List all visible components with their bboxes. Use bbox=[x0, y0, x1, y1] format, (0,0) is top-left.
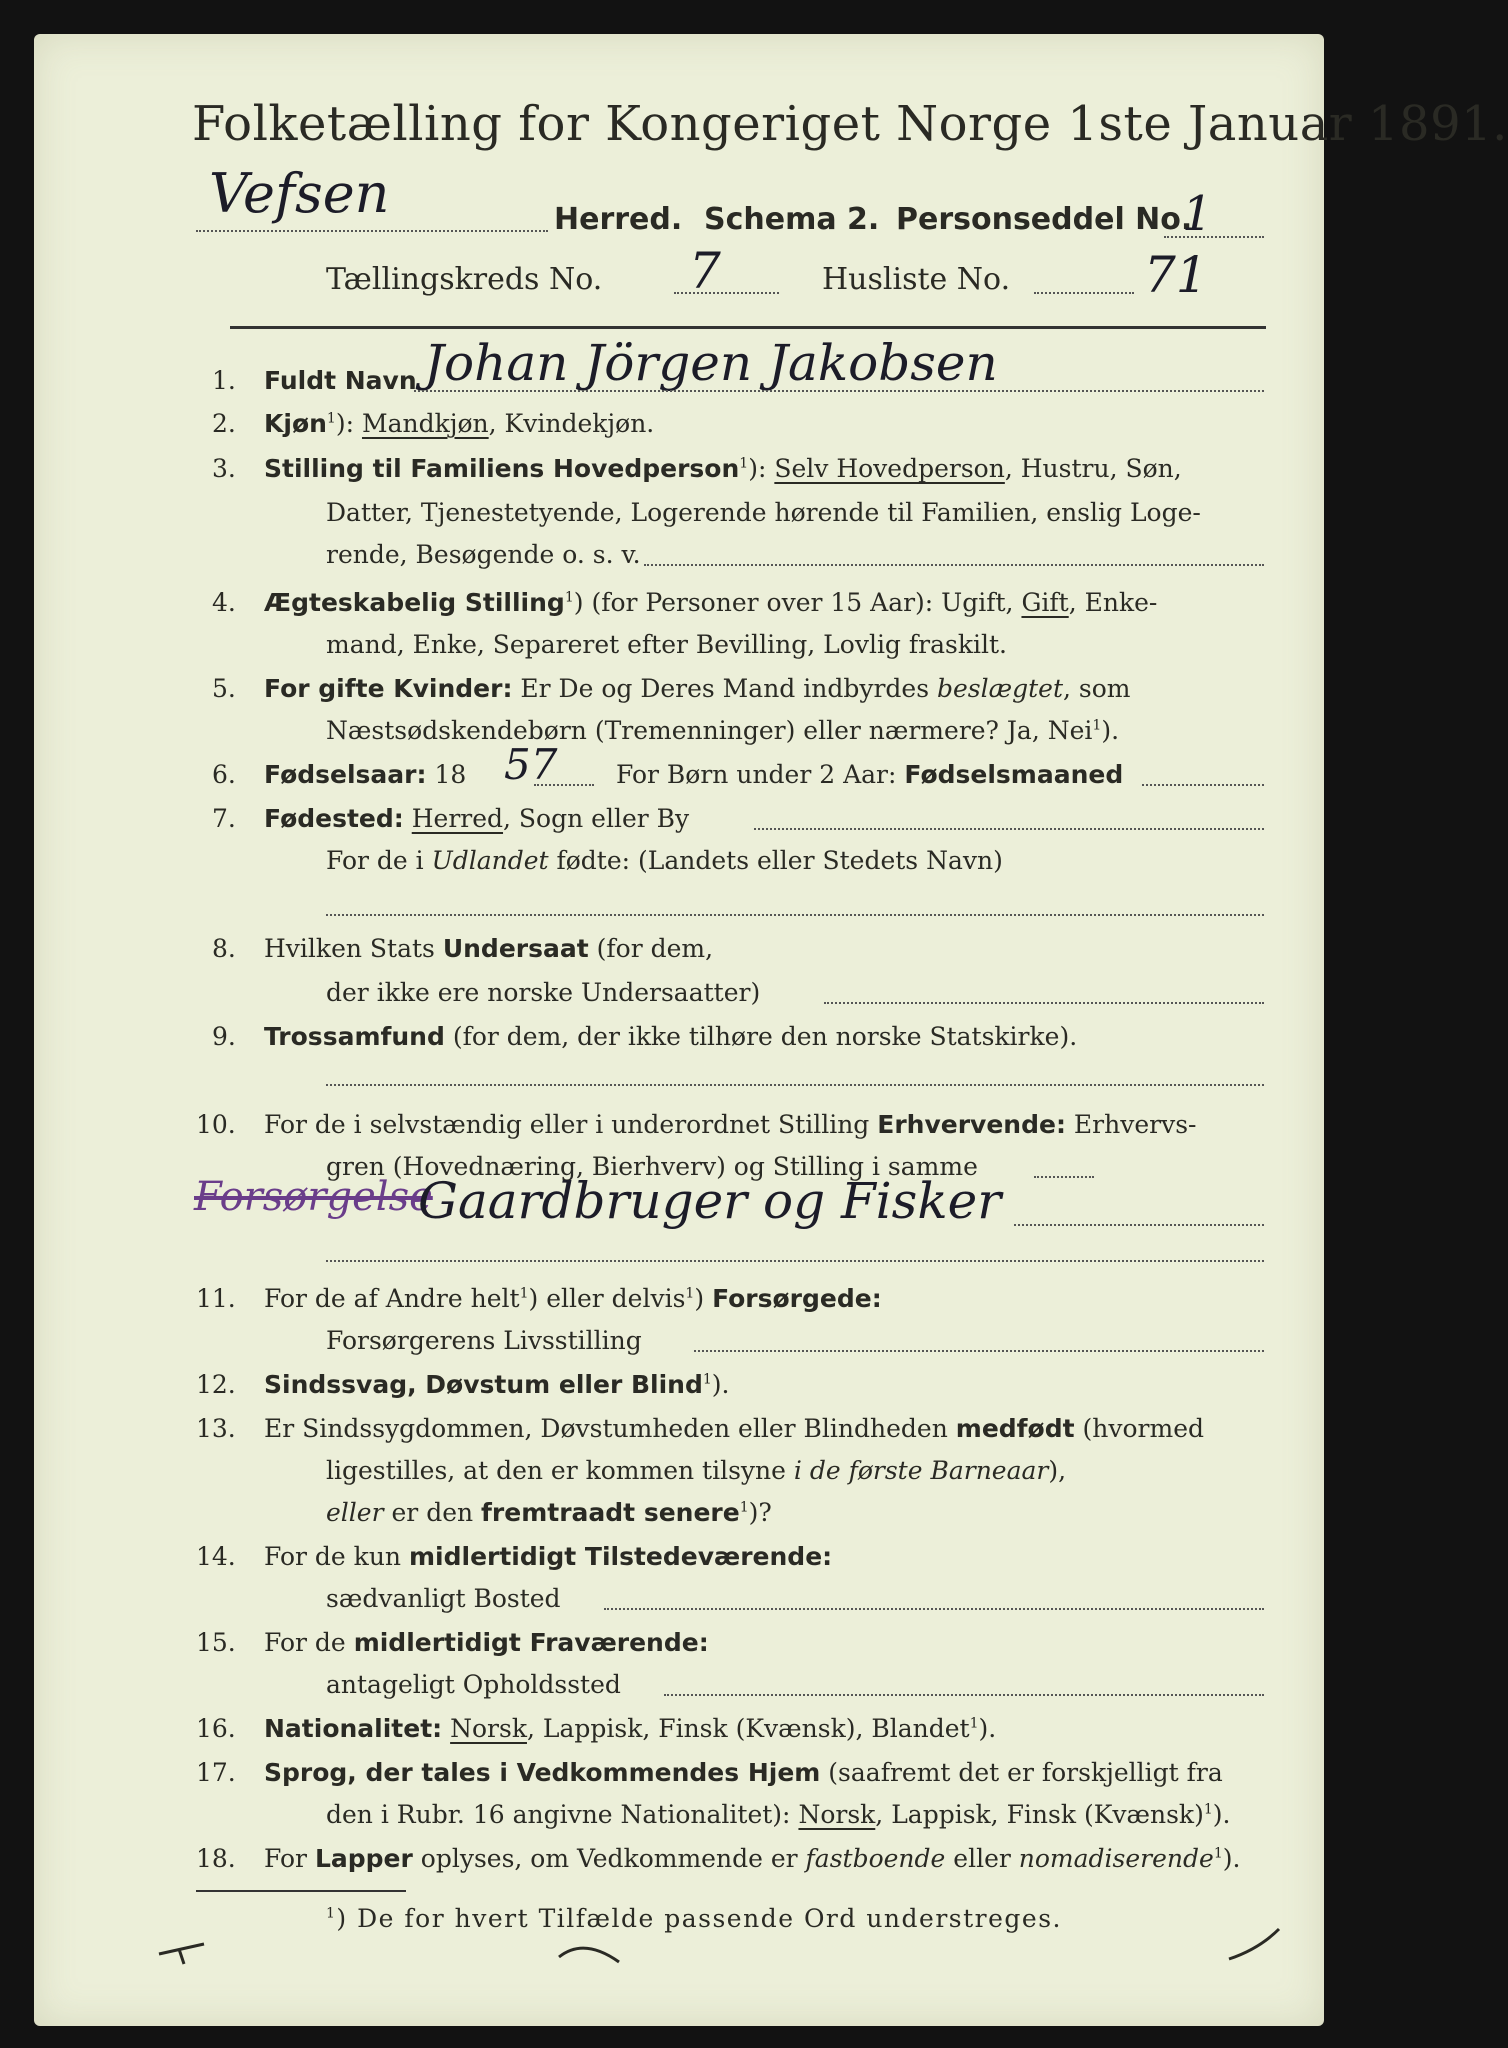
item-6-line bbox=[264, 760, 466, 789]
item-3-dotline bbox=[644, 564, 1264, 566]
item-5-l1b: , som bbox=[1063, 674, 1131, 703]
item-10-l1a: For de i selvstændig eller i underordnet Stilling bbox=[264, 1110, 870, 1139]
item-5-sup: 1 bbox=[1092, 717, 1102, 734]
item-4-l1b: , Enke- bbox=[1068, 588, 1158, 617]
item-15-line-1 bbox=[264, 1628, 709, 1657]
item-6-label: Fødselsaar: bbox=[264, 760, 427, 789]
kreds-number: 7 bbox=[689, 242, 721, 300]
item-18-l1c: eller bbox=[953, 1844, 1011, 1873]
pen-mark-left bbox=[154, 1934, 214, 1974]
item-5-label: For gifte Kvinder: bbox=[264, 674, 513, 703]
item-1-name-value: Johan Jörgen Jakobsen bbox=[424, 334, 998, 392]
item-7-line-1 bbox=[264, 804, 689, 833]
item-18-sup: 1 bbox=[1213, 1845, 1223, 1862]
item-17-number: 17. bbox=[196, 1758, 236, 1787]
item-6-mid: For Børn under 2 Aar: bbox=[616, 760, 897, 789]
item-14-l1a: For de kun bbox=[264, 1542, 402, 1571]
item-18-number: 18. bbox=[196, 1844, 236, 1873]
item-3-line-1 bbox=[264, 454, 1182, 483]
item-15-dotline bbox=[664, 1694, 1264, 1696]
item-18-l1b: oplyses, om Vedkommende er bbox=[420, 1844, 798, 1873]
item-11-label: Forsørgede: bbox=[712, 1284, 882, 1313]
herred-dotline bbox=[196, 230, 548, 232]
item-13-l2a: ligestilles, at den er kommen tilsyne bbox=[326, 1456, 786, 1485]
item-13-label: medfødt bbox=[955, 1414, 1075, 1443]
item-11-line-1 bbox=[264, 1284, 882, 1313]
personseddel-label: Personseddel No. bbox=[896, 202, 1193, 237]
item-18-italic-2: nomadiserende bbox=[1018, 1844, 1214, 1873]
herred-handwritten: Vefsen bbox=[209, 162, 390, 225]
footnote bbox=[326, 1904, 1062, 1933]
item-17-l2b: , Lappisk, Finsk (Kvænsk) bbox=[875, 1800, 1204, 1829]
item-18-line bbox=[264, 1844, 1240, 1873]
item-10-occupation-prefix: Forsørgelse bbox=[194, 1174, 433, 1220]
item-2-rest: , Kvindekjøn. bbox=[488, 409, 655, 438]
item-14-label: midlertidigt Tilstedeværende: bbox=[408, 1542, 833, 1571]
item-6-dotline-month bbox=[1142, 784, 1264, 786]
item-17-label: Sprog, der tales i Vedkommendes Hjem bbox=[264, 1758, 821, 1787]
kreds-label: Tællingskreds No. bbox=[326, 262, 603, 297]
item-7-l2b: fødte: (Landets eller Stedets Navn) bbox=[556, 846, 1003, 875]
item-17-line-1 bbox=[264, 1758, 1223, 1787]
item-13-sup: 1 bbox=[739, 1499, 749, 1516]
item-1-number: 1. bbox=[212, 366, 236, 395]
item-13-l3-bold: fremtraadt senere bbox=[481, 1498, 740, 1527]
item-4-option-gift: Gift bbox=[1021, 588, 1069, 617]
item-3-sup: 1 bbox=[739, 455, 749, 472]
census-form-page bbox=[34, 34, 1508, 2026]
item-13-line-3 bbox=[326, 1498, 772, 1527]
item-17-sup: 1 bbox=[1203, 1801, 1213, 1818]
item-5-line-1 bbox=[264, 674, 1131, 703]
item-15-line-2: antageligt Opholdssted bbox=[326, 1670, 621, 1699]
item-10-l1b: Erhvervs- bbox=[1073, 1110, 1197, 1139]
item-7-dotline-1 bbox=[754, 828, 1264, 830]
item-8-number: 8. bbox=[212, 934, 236, 963]
item-5-l1a: Er De og Deres Mand indbyrdes bbox=[520, 674, 930, 703]
item-9-line bbox=[264, 1022, 1077, 1051]
item-1-dotline bbox=[414, 390, 1264, 392]
item-16-line bbox=[264, 1714, 996, 1743]
item-10-number: 10. bbox=[196, 1110, 236, 1139]
item-8-line-1 bbox=[264, 934, 713, 963]
item-8-line-2: der ikke ere norske Undersaatter) bbox=[326, 978, 761, 1007]
item-4-label: Ægteskabelig Stilling bbox=[264, 588, 565, 617]
item-16-rest: , Lappisk, Finsk (Kvænsk), Blandet bbox=[526, 1714, 970, 1743]
item-13-l1b: (hvormed bbox=[1082, 1414, 1205, 1443]
item-5-l2: Næstsødskendebørn (Tremenninger) eller nærmere? Ja, Nei bbox=[326, 716, 1093, 745]
item-17-end: ). bbox=[1212, 1800, 1231, 1829]
item-13-l2-italic: i de første Barneaar bbox=[793, 1456, 1049, 1485]
item-13-l3a: er den bbox=[391, 1498, 474, 1527]
item-3-line-3: rende, Besøgende o. s. v. bbox=[326, 540, 641, 569]
item-15-label: midlertidigt Fraværende: bbox=[353, 1628, 709, 1657]
item-13-l3-italic: eller bbox=[326, 1498, 384, 1527]
item-18-label: Lapper bbox=[314, 1844, 413, 1873]
item-4-line-1 bbox=[264, 588, 1157, 617]
item-18-end: ). bbox=[1222, 1844, 1241, 1873]
item-13-l2b: ), bbox=[1048, 1456, 1067, 1485]
pen-mark-right bbox=[1224, 1924, 1284, 1964]
item-16-label: Nationalitet: bbox=[264, 1714, 443, 1743]
item-12-label: Sindssvag, Døvstum eller Blind bbox=[264, 1370, 703, 1399]
item-1-label: Fuldt Navn bbox=[264, 366, 417, 395]
item-2-number: 2. bbox=[212, 409, 236, 438]
item-16-option-norsk: Norsk bbox=[450, 1714, 527, 1743]
item-17-option-norsk: Norsk bbox=[798, 1800, 876, 1829]
item-6-dotline-year bbox=[534, 784, 594, 786]
footnote-rule bbox=[196, 1890, 406, 1892]
item-9-dotline bbox=[326, 1084, 1264, 1086]
item-3-label: Stilling til Familiens Hovedperson bbox=[264, 454, 740, 483]
item-6-year-value: 57 bbox=[504, 740, 558, 789]
form-title: Folketælling for Kongeriget Norge 1ste Januar 1891. bbox=[192, 96, 1508, 152]
item-7-dotline-2 bbox=[326, 914, 1264, 916]
item-11-dotline bbox=[694, 1350, 1264, 1352]
item-7-label: Fødested: bbox=[264, 804, 404, 833]
item-17-l1: (saafremt det er forskjelligt fra bbox=[828, 1758, 1223, 1787]
item-13-line-2 bbox=[326, 1456, 1066, 1485]
item-3-number: 3. bbox=[212, 454, 236, 483]
pen-mark-center bbox=[554, 1932, 624, 1972]
item-15-number: 15. bbox=[196, 1628, 236, 1657]
item-15-l1a: For de bbox=[264, 1628, 346, 1657]
item-9-rest: (for dem, der ikke tilhøre den norske Statskirke). bbox=[452, 1022, 1078, 1051]
item-5-l1-italic: beslægtet bbox=[937, 674, 1064, 703]
item-12-line bbox=[264, 1370, 730, 1399]
item-7-l2-italic: Udlandet bbox=[431, 846, 549, 875]
item-5-l2end: ). bbox=[1101, 716, 1120, 745]
item-8-label: Undersaat bbox=[442, 934, 589, 963]
item-4-line-2: mand, Enke, Separeret efter Bevilling, Lovlig fraskilt. bbox=[326, 630, 1007, 659]
husliste-number: 71 bbox=[1144, 246, 1208, 304]
item-7-rest: , Sogn eller By bbox=[503, 804, 690, 833]
item-10-line-2: gren (Hovednæring, Bierhverv) og Stilling i samme bbox=[326, 1152, 978, 1181]
item-2-colon: ): bbox=[335, 409, 355, 438]
kreds-dotline bbox=[674, 292, 779, 294]
item-12-end: ). bbox=[711, 1370, 730, 1399]
item-2-sup: 1 bbox=[326, 410, 336, 427]
item-6-prefix: 18 bbox=[434, 760, 467, 789]
item-12-sup: 1 bbox=[702, 1371, 712, 1388]
footnote-text: ) De for hvert Tilfælde passende Ord understreges. bbox=[336, 1904, 1062, 1933]
footnote-sup: 1 bbox=[326, 1905, 337, 1922]
item-10-dotline-3 bbox=[1014, 1224, 1264, 1226]
item-11-sup-1: 1 bbox=[519, 1285, 529, 1302]
item-14-line-2: sædvanligt Bosted bbox=[326, 1584, 561, 1613]
header-rule bbox=[230, 326, 1266, 329]
item-11-l1a: For de af Andre helt bbox=[264, 1284, 520, 1313]
personseddel-dotline bbox=[1164, 236, 1264, 238]
item-4-number: 4. bbox=[212, 588, 236, 617]
item-18-italic-1: fastboende bbox=[805, 1844, 946, 1873]
item-4-l1a: ) (for Personer over 15 Aar): Ugift, bbox=[573, 588, 1014, 617]
item-17-l2a: den i Rubr. 16 angivne Nationalitet): bbox=[326, 1800, 791, 1829]
item-16-number: 16. bbox=[196, 1714, 236, 1743]
item-7-number: 7. bbox=[212, 804, 236, 833]
husliste-label: Husliste No. bbox=[822, 262, 1011, 297]
item-13-line-1 bbox=[264, 1414, 1204, 1443]
item-10-occupation-value: Gaardbruger og Fisker bbox=[418, 1172, 1002, 1230]
item-5-line-2 bbox=[326, 716, 1119, 745]
item-6-label-2: Fødselsmaaned bbox=[904, 760, 1124, 789]
item-11-sup-2: 1 bbox=[685, 1285, 695, 1302]
item-6-number: 6. bbox=[212, 760, 236, 789]
schema-label: Schema 2. bbox=[704, 202, 880, 237]
husliste-dotline bbox=[1034, 292, 1134, 294]
item-14-line-1 bbox=[264, 1542, 832, 1571]
item-8-l1b: (for dem, bbox=[596, 934, 714, 963]
item-4-sup: 1 bbox=[564, 589, 574, 606]
herred-label: Herred. bbox=[554, 202, 683, 237]
item-3-option-selv: Selv Hovedperson bbox=[774, 454, 1005, 483]
personseddel-number: 1 bbox=[1182, 186, 1213, 242]
item-3-line-2: Datter, Tjenestetyende, Logerende hørende til Familien, enslig Loge- bbox=[326, 498, 1201, 527]
item-10-label: Erhvervende: bbox=[877, 1110, 1066, 1139]
item-2-line bbox=[264, 409, 654, 438]
item-9-number: 9. bbox=[212, 1022, 236, 1051]
item-16-sup: 1 bbox=[969, 1715, 979, 1732]
item-8-dotline bbox=[824, 1002, 1264, 1004]
item-5-number: 5. bbox=[212, 674, 236, 703]
item-7-l2a: For de i bbox=[326, 846, 424, 875]
item-3-colon: ): bbox=[748, 454, 767, 483]
item-7-line-2 bbox=[326, 846, 1003, 875]
item-11-number: 11. bbox=[196, 1284, 236, 1313]
item-11-l1b: ) eller delvis bbox=[528, 1284, 686, 1313]
item-10-line-1 bbox=[264, 1110, 1196, 1139]
item-3-l1-rest: , Hustru, Søn, bbox=[1004, 454, 1182, 483]
item-8-l1a: Hvilken Stats bbox=[264, 934, 435, 963]
item-11-l1c: ) bbox=[694, 1284, 705, 1313]
item-13-number: 13. bbox=[196, 1414, 236, 1443]
item-9-label: Trossamfund bbox=[264, 1022, 445, 1051]
item-2-label: Kjøn bbox=[264, 409, 327, 438]
item-14-number: 14. bbox=[196, 1542, 236, 1571]
item-2-option-mandkjon: Mandkjøn bbox=[361, 409, 489, 438]
item-14-dotline bbox=[604, 1608, 1264, 1610]
item-10-dotline-4 bbox=[326, 1260, 1264, 1262]
item-17-line-2 bbox=[326, 1800, 1230, 1829]
item-7-option-herred: Herred bbox=[411, 804, 504, 833]
item-10-dotline-2 bbox=[1034, 1176, 1094, 1178]
item-18-l1a: For bbox=[264, 1844, 307, 1873]
item-6-line-b bbox=[616, 760, 1123, 789]
item-12-number: 12. bbox=[196, 1370, 236, 1399]
item-13-l3end: )? bbox=[748, 1498, 772, 1527]
item-11-line-2: Forsørgerens Livsstilling bbox=[326, 1326, 642, 1355]
item-13-l1a: Er Sindssygdommen, Døvstumheden eller Blindheden bbox=[264, 1414, 948, 1443]
item-16-end: ). bbox=[978, 1714, 997, 1743]
